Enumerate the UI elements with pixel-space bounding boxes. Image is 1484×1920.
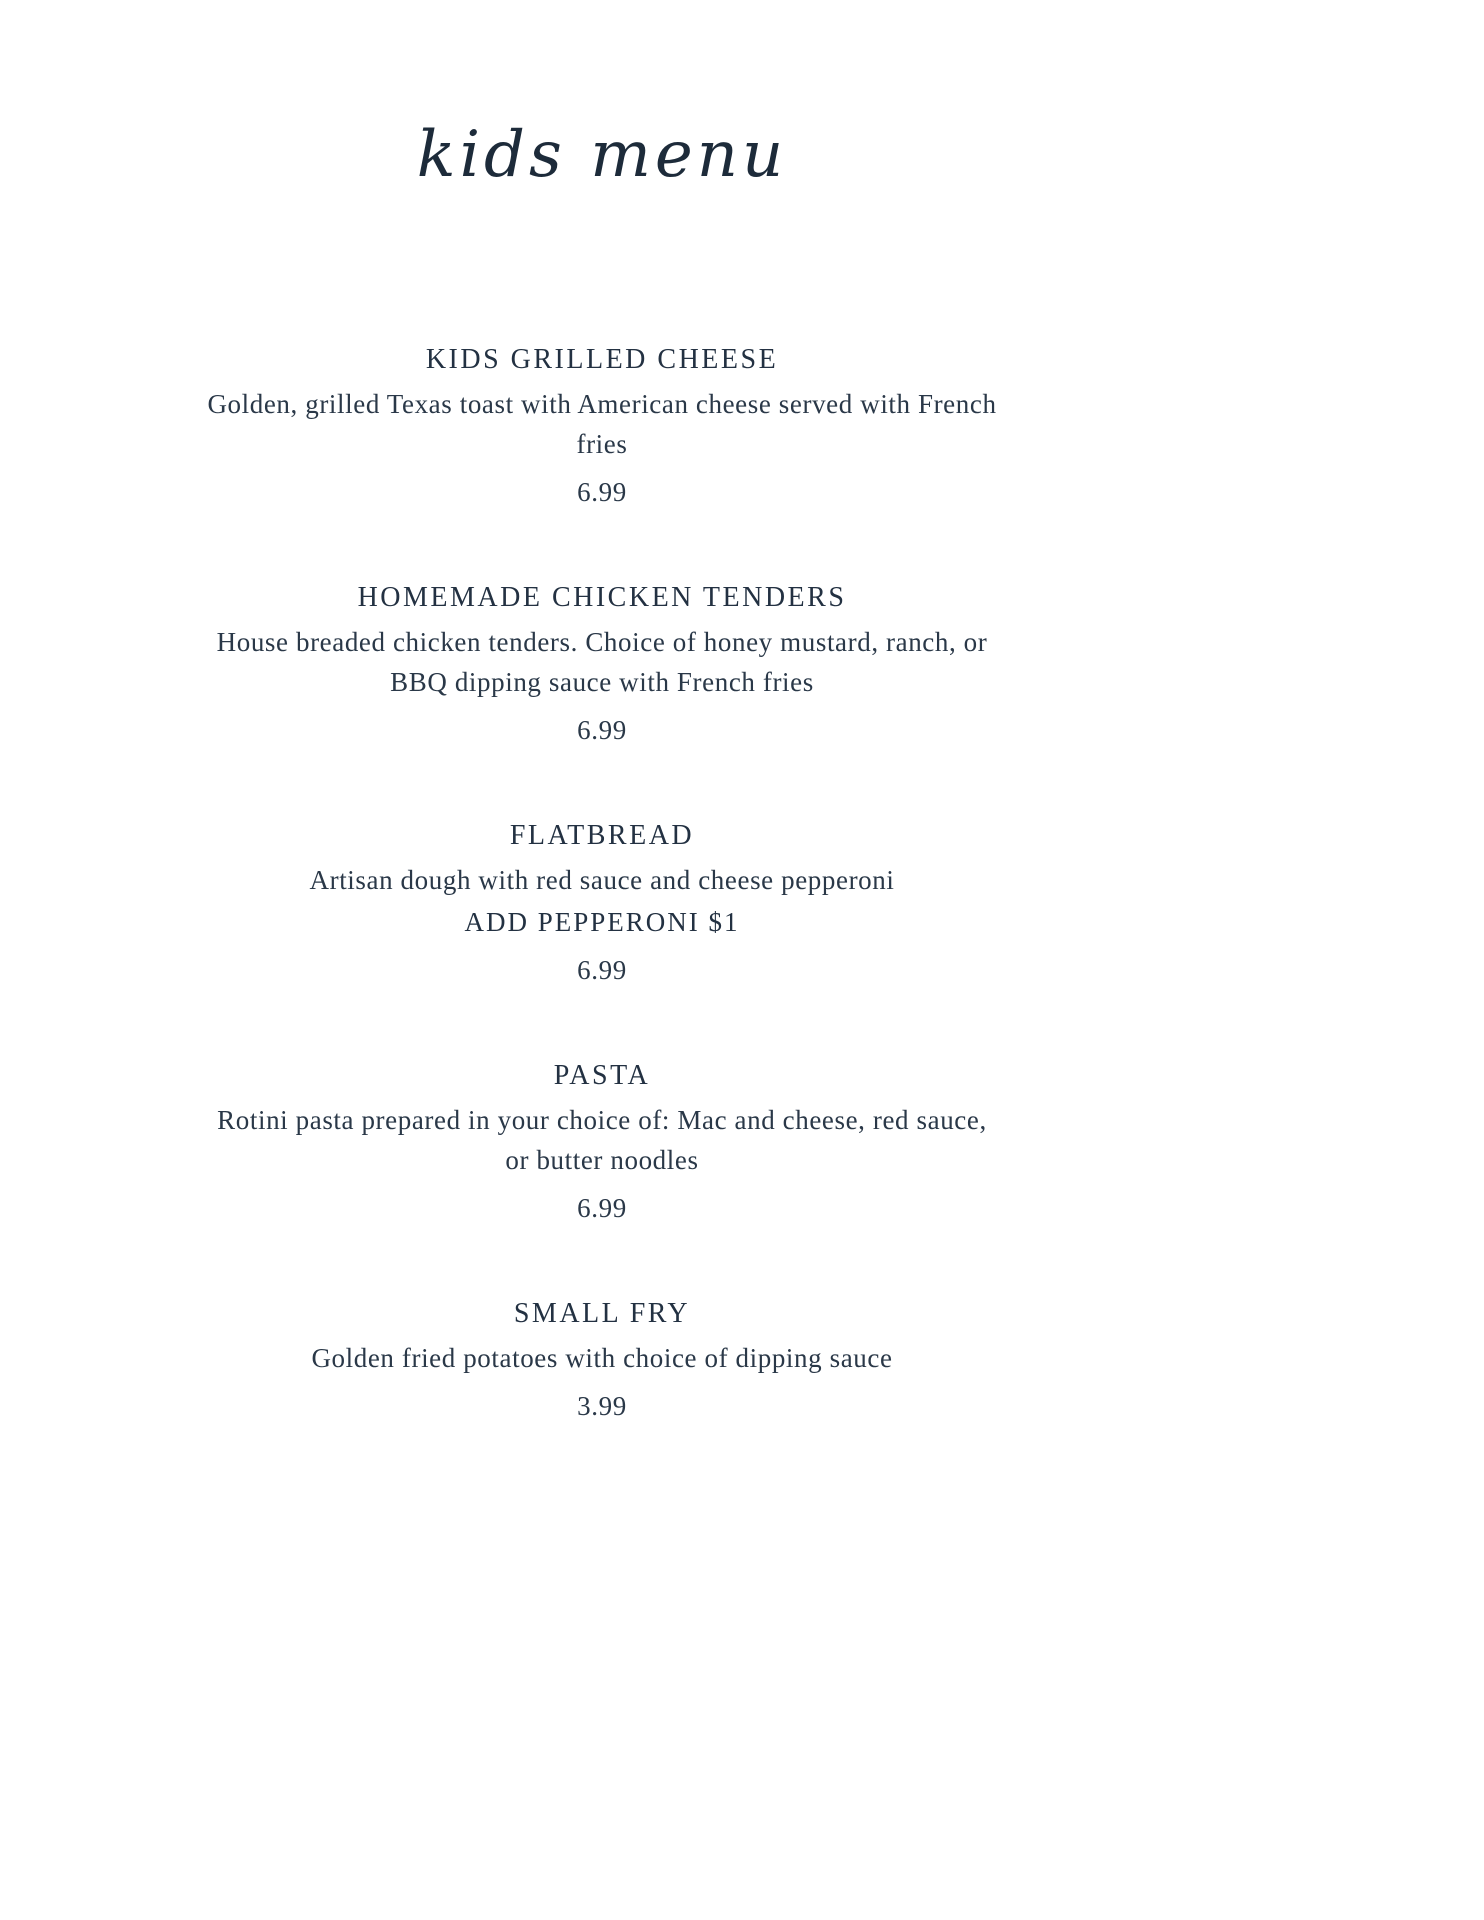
item-name: HOMEMADE CHICKEN TENDERS xyxy=(357,582,847,614)
item-name: KIDS GRILLED CHEESE xyxy=(425,344,779,376)
item-price: 6.99 xyxy=(577,955,627,986)
item-description: Golden fried potatoes with choice of dipping sauce xyxy=(311,1343,893,1374)
item-name: SMALL FRY xyxy=(513,1298,691,1330)
menu-title: kids menu xyxy=(416,118,788,192)
item-price: 3.99 xyxy=(577,1391,627,1422)
item-description: House breaded chicken tenders. Choice of honey mustard, ranch, or BBQ dipping sauce with French fries xyxy=(216,627,988,698)
item-name: PASTA xyxy=(553,1060,651,1092)
menu-item xyxy=(0,1294,1204,1426)
menu-item xyxy=(0,1056,1204,1228)
item-name: FLATBREAD xyxy=(509,820,695,852)
item-price: 6.99 xyxy=(577,1193,627,1224)
menu-item xyxy=(0,340,1204,512)
menu-item xyxy=(0,816,1204,990)
item-price: 6.99 xyxy=(577,477,627,508)
item-description: Artisan dough with red sauce and cheese pepperoni xyxy=(309,865,895,896)
item-price: 6.99 xyxy=(577,715,627,746)
item-description: Rotini pasta prepared in your choice of: Mac and cheese, red sauce, or butter noodles xyxy=(217,1105,987,1176)
item-description: Golden, grilled Texas toast with American cheese served with French fries xyxy=(207,389,997,460)
menu-items-list xyxy=(0,340,1204,1426)
menu-item xyxy=(0,578,1204,750)
item-note: ADD PEPPERONI $1 xyxy=(464,907,740,938)
